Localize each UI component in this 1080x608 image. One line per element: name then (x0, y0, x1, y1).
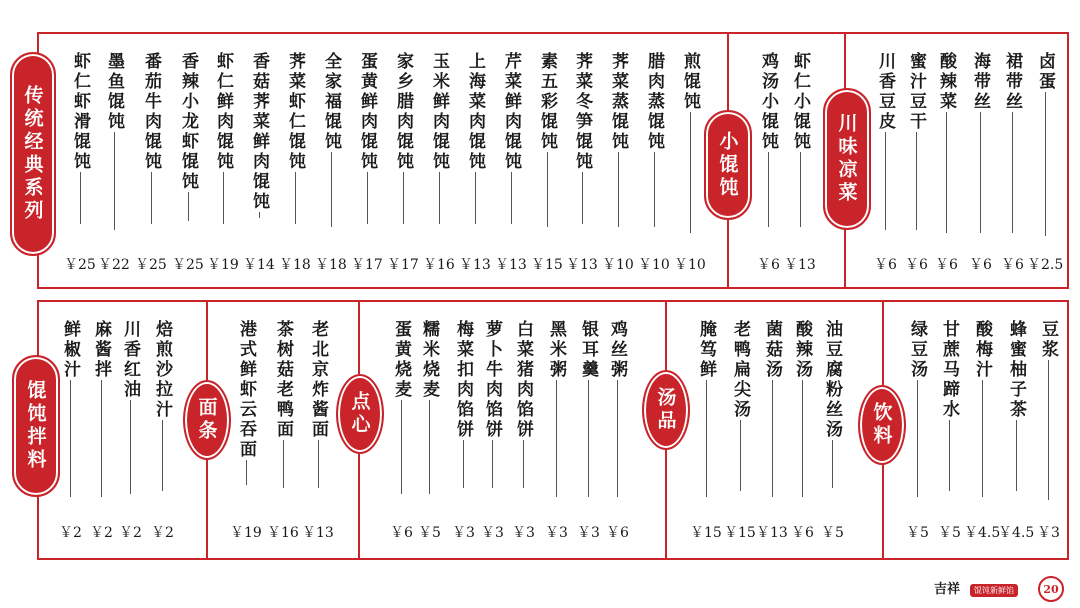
menu-item-name: 墨鱼馄饨 (104, 52, 124, 132)
leader-line (1016, 420, 1017, 491)
menu-item-classic (140, 52, 162, 250)
menu-item-noodle (272, 320, 294, 514)
menu-item-price: ￥25 (172, 257, 204, 273)
leader-line (223, 172, 224, 224)
menu-item-price: ￥25 (64, 257, 96, 273)
menu-item-sauce (151, 320, 173, 514)
menu-item-drink (1005, 320, 1027, 514)
menu-item-sauce (90, 320, 112, 514)
menu-item-name: 香辣小龙虾馄饨 (178, 52, 198, 192)
section-title-noodle: 面条 (195, 397, 218, 443)
menu-item-price: ￥2 (151, 525, 174, 541)
menu-item-name: 蜜汁豆干 (906, 52, 926, 132)
menu-item-price: ￥2 (119, 525, 142, 541)
menu-item-name: 素五彩馄饨 (537, 52, 557, 152)
menu-item-name: 上海菜肉馄饨 (465, 52, 485, 172)
menu-item-name: 虾仁虾滑馄饨 (70, 52, 90, 172)
menu-item-name: 虾仁鲜肉馄饨 (213, 52, 233, 172)
menu-item-price: ￥10 (638, 257, 670, 273)
leader-line (832, 440, 833, 488)
leader-line (492, 440, 493, 488)
menu-item-classic (536, 52, 558, 250)
leader-line (188, 192, 189, 221)
section-badge-small (704, 110, 752, 220)
menu-item-name: 裙带丝 (1002, 52, 1022, 112)
leader-line (259, 212, 260, 218)
menu-item-price: ￥6 (935, 257, 958, 273)
menu-item-price: ￥13 (784, 257, 816, 273)
menu-item-name: 梅菜扣肉馅饼 (453, 320, 473, 440)
menu-item-sauce (119, 320, 141, 514)
menu-item-price: ￥6 (390, 525, 413, 541)
leader-line (618, 152, 619, 227)
menu-item-price: ￥6 (606, 525, 629, 541)
leader-line (463, 440, 464, 488)
menu-item-price: ￥6 (874, 257, 897, 273)
section-badge-snack (336, 374, 384, 454)
anniversary-badge: 20 (1038, 576, 1064, 602)
leader-line (70, 380, 71, 497)
menu-item-name: 老北京炸酱面 (308, 320, 328, 440)
leader-line (403, 172, 404, 224)
leader-line (690, 112, 691, 233)
section-badge-soup (642, 370, 690, 450)
menu-item-name: 麻酱拌 (91, 320, 111, 380)
menu-item-name: 荠菜蒸馄饨 (608, 52, 628, 152)
menu-item-drink (906, 320, 928, 514)
menu-item-snack (481, 320, 503, 514)
leader-line (80, 172, 81, 224)
menu-item-classic (248, 52, 270, 250)
menu-item-snack (606, 320, 628, 514)
leader-line (401, 400, 402, 494)
leader-line (617, 380, 618, 497)
menu-item-cold (1034, 52, 1056, 250)
menu-item-classic (320, 52, 342, 250)
menu-item-price: ￥16 (423, 257, 455, 273)
menu-item-price: ￥13 (566, 257, 598, 273)
leader-line (475, 172, 476, 224)
menu-item-name: 绿豆汤 (907, 320, 927, 380)
menu-item-price: ￥13 (756, 525, 788, 541)
leader-line (800, 152, 801, 227)
menu-item-snack (577, 320, 599, 514)
section-title-small: 小馄饨 (716, 130, 739, 200)
menu-item-classic (212, 52, 234, 250)
menu-item-name: 芹菜鲜肉馄饨 (501, 52, 521, 172)
menu-item-name: 玉米鲜肉馄饨 (429, 52, 449, 172)
menu-item-name: 煎馄饨 (680, 52, 700, 112)
menu-item-price: ￥22 (98, 257, 130, 273)
leader-line (1048, 360, 1049, 500)
section-badge-classic (10, 52, 56, 256)
menu-item-price: ￥15 (690, 525, 722, 541)
leader-line (772, 380, 773, 497)
menu-item-price: ￥3 (452, 525, 475, 541)
menu-item-price: ￥4.5 (998, 525, 1035, 541)
menu-item-classic (643, 52, 665, 250)
menu-item-classic (571, 52, 593, 250)
menu-item-drink (1037, 320, 1059, 514)
section-title-snack: 点心 (348, 391, 371, 437)
menu-item-name: 鸡汤小馄饨 (758, 52, 778, 152)
menu-item-small (757, 52, 779, 250)
menu-item-price: ￥6 (969, 257, 992, 273)
menu-item-name: 鸡丝粥 (607, 320, 627, 380)
menu-item-classic (392, 52, 414, 250)
menu-item-name: 黑米粥 (546, 320, 566, 380)
menu-item-price: ￥5 (821, 525, 844, 541)
menu-item-name: 鲜椒汁 (60, 320, 80, 380)
leader-line (949, 420, 950, 491)
leader-line (439, 172, 440, 224)
menu-item-name: 银耳羹 (578, 320, 598, 380)
menu-item-name: 茶树菇老鸭面 (273, 320, 293, 440)
menu-item-price: ￥2 (59, 525, 82, 541)
menu-item-classic (103, 52, 125, 250)
menu-item-price: ￥10 (602, 257, 634, 273)
menu-item-snack (418, 320, 440, 514)
menu-item-price: ￥5 (418, 525, 441, 541)
menu-item-name: 川香红油 (120, 320, 140, 400)
menu-item-price: ￥5 (938, 525, 961, 541)
menu-item-price: ￥19 (230, 525, 262, 541)
menu-item-classic (69, 52, 91, 250)
menu-item-price: ￥17 (387, 257, 419, 273)
menu-item-price: ￥13 (495, 257, 527, 273)
leader-line (295, 172, 296, 224)
leader-line (162, 420, 163, 491)
menu-item-price: ￥2 (90, 525, 113, 541)
menu-item-snack (452, 320, 474, 514)
menu-item-price: ￥10 (674, 257, 706, 273)
leader-line (588, 380, 589, 497)
section-badge-drink (858, 385, 906, 465)
leader-line (547, 152, 548, 227)
menu-item-name: 卤蛋 (1035, 52, 1055, 92)
menu-item-drink (938, 320, 960, 514)
menu-item-name: 豆浆 (1038, 320, 1058, 360)
menu-item-classic (177, 52, 199, 250)
menu-item-price: ￥15 (724, 525, 756, 541)
leader-line (1012, 112, 1013, 233)
menu-item-price: ￥5 (906, 525, 929, 541)
menu-item-drink (971, 320, 993, 514)
menu-item-name: 油豆腐粉丝汤 (822, 320, 842, 440)
menu-item-name: 番茄牛肉馄饨 (141, 52, 161, 172)
leader-line (331, 152, 332, 227)
leader-line (980, 112, 981, 233)
menu-item-price: ￥6 (757, 257, 780, 273)
menu-item-classic (428, 52, 450, 250)
menu-item-name: 家乡腊肉馄饨 (393, 52, 413, 172)
leader-line (367, 172, 368, 224)
section-badge-cold (823, 88, 871, 230)
menu-item-soup (729, 320, 751, 514)
menu-item-name: 甘蔗马蹄水 (939, 320, 959, 420)
leader-line (429, 400, 430, 494)
menu-item-price: ￥17 (351, 257, 383, 273)
menu-item-classic (464, 52, 486, 250)
menu-item-price: ￥18 (315, 257, 347, 273)
menu-item-name: 白菜猪肉馅饼 (513, 320, 533, 440)
leader-line (114, 132, 115, 230)
menu-item-name: 糯米烧麦 (419, 320, 439, 400)
menu-item-name: 荠菜虾仁馄饨 (285, 52, 305, 172)
leader-line (511, 172, 512, 224)
menu-item-price: ￥16 (267, 525, 299, 541)
menu-item-price: ￥4.5 (964, 525, 1001, 541)
menu-item-name: 酸梅汁 (972, 320, 992, 380)
menu-item-name: 腌笃鲜 (696, 320, 716, 380)
menu-item-name: 川香豆皮 (875, 52, 895, 132)
menu-item-small (789, 52, 811, 250)
leader-line (151, 172, 152, 224)
menu-item-noodle (235, 320, 257, 514)
menu-item-name: 焙煎沙拉汁 (152, 320, 172, 420)
menu-item-price: ￥13 (459, 257, 491, 273)
menu-item-price: ￥25 (135, 257, 167, 273)
menu-item-price: ￥13 (302, 525, 334, 541)
menu-item-name: 海带丝 (970, 52, 990, 112)
leader-line (1045, 92, 1046, 236)
menu-item-cold (905, 52, 927, 250)
menu-item-name: 全家福馄饨 (321, 52, 341, 152)
menu-item-name: 腊肉蒸馄饨 (644, 52, 664, 152)
menu-item-soup (821, 320, 843, 514)
menu-item-price: ￥3 (577, 525, 600, 541)
leader-line (917, 380, 918, 497)
leader-line (768, 152, 769, 227)
leader-line (246, 460, 247, 485)
leader-line (556, 380, 557, 497)
leader-line (523, 440, 524, 488)
menu-item-price: ￥6 (905, 257, 928, 273)
menu-item-price: ￥15 (531, 257, 563, 273)
leader-line (885, 132, 886, 230)
menu-item-name: 港式鲜虾云吞面 (236, 320, 256, 460)
menu-item-cold (874, 52, 896, 250)
menu-item-price: ￥3 (545, 525, 568, 541)
menu-item-cold (969, 52, 991, 250)
section-badge-noodle (183, 380, 231, 460)
section-title-classic: 传统经典系列 (21, 85, 44, 223)
menu-item-name: 酸辣菜 (936, 52, 956, 112)
leader-line (101, 380, 102, 497)
leader-line (654, 152, 655, 227)
menu-item-soup (761, 320, 783, 514)
menu-item-noodle (307, 320, 329, 514)
menu-item-snack (390, 320, 412, 514)
menu-item-cold (935, 52, 957, 250)
leader-line (916, 132, 917, 230)
menu-item-price: ￥3 (481, 525, 504, 541)
menu-item-price: ￥6 (791, 525, 814, 541)
brand-tagline: 馄饨新鲜馅 (970, 584, 1018, 597)
brand-logo: 吉祥 (934, 582, 961, 597)
menu-item-classic (284, 52, 306, 250)
leader-line (318, 440, 319, 488)
menu-item-name: 菌菇汤 (762, 320, 782, 380)
leader-line (946, 112, 947, 233)
menu-item-snack (545, 320, 567, 514)
menu-item-soup (695, 320, 717, 514)
leader-line (130, 400, 131, 494)
leader-line (706, 380, 707, 497)
menu-item-name: 老鸭扁尖汤 (730, 320, 750, 420)
menu-item-price: ￥2.5 (1027, 257, 1064, 273)
section-title-cold: 川味凉菜 (835, 113, 858, 205)
leader-line (802, 380, 803, 497)
menu-item-name: 萝卜牛肉馅饼 (482, 320, 502, 440)
menu-item-price: ￥3 (1037, 525, 1060, 541)
menu-item-price: ￥14 (243, 257, 275, 273)
section-title-sauce: 馄饨拌料 (24, 380, 47, 472)
menu-item-snack (512, 320, 534, 514)
menu-item-name: 荠菜冬笋馄饨 (572, 52, 592, 172)
section-title-soup: 汤品 (654, 387, 677, 433)
menu-item-price: ￥3 (512, 525, 535, 541)
menu-item-cold (1001, 52, 1023, 250)
menu-item-classic (356, 52, 378, 250)
menu-item-name: 蛋黄鲜肉馄饨 (357, 52, 377, 172)
leader-line (582, 172, 583, 224)
section-title-drink: 饮料 (870, 402, 893, 448)
menu-item-price: ￥18 (279, 257, 311, 273)
leader-line (283, 440, 284, 488)
menu-item-price: ￥19 (207, 257, 239, 273)
menu-item-name: 酸辣汤 (792, 320, 812, 380)
menu-item-name: 蛋黄烧麦 (391, 320, 411, 400)
menu-item-sauce (59, 320, 81, 514)
menu-item-classic (500, 52, 522, 250)
menu-item-price: ￥6 (1001, 257, 1024, 273)
menu-item-name: 蜂蜜柚子茶 (1006, 320, 1026, 420)
leader-line (740, 420, 741, 491)
menu-item-classic (607, 52, 629, 250)
leader-line (982, 380, 983, 497)
section-badge-sauce (12, 355, 60, 497)
menu-item-name: 香菇荠菜鲜肉馄饨 (249, 52, 269, 212)
menu-item-soup (791, 320, 813, 514)
menu-item-name: 虾仁小馄饨 (790, 52, 810, 152)
menu-item-classic (679, 52, 701, 250)
